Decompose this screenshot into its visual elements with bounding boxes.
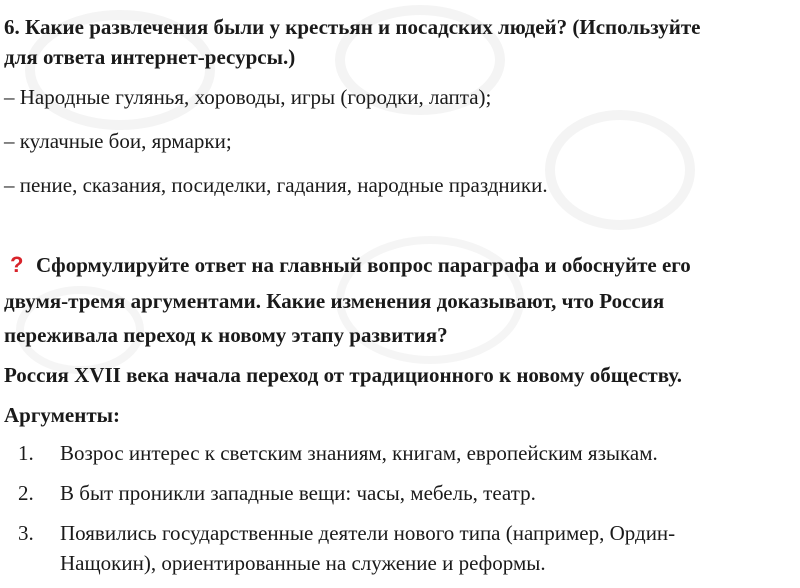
list-item-text: В быт проникли западные вещи: часы, мебель, театр. xyxy=(60,481,536,505)
list-item-text: Возрос интерес к светским знаниям, книгам, европейским языкам. xyxy=(60,441,658,465)
question-mark-icon: ? xyxy=(10,252,24,277)
main-answer: Россия XVII века начала переход от традиционного к новому обществу. xyxy=(4,363,682,387)
question-6-title-line-2: для ответа интернет-ресурсы.) xyxy=(4,45,296,69)
list-item xyxy=(4,518,796,578)
list-item-number: 2. xyxy=(18,481,34,505)
list-item-number: 1. xyxy=(18,441,34,465)
answer-line-2: – кулачные бои, ярмарки; xyxy=(4,129,232,153)
arguments-heading: Аргументы: xyxy=(4,403,121,427)
content xyxy=(4,12,796,588)
main-question-text-1: Сформулируйте ответ на главный вопрос параграфа и обоснуйте его xyxy=(36,253,691,277)
list-item xyxy=(4,478,796,508)
list-item-text: Появились государственные деятели нового типа (например, Ордин- xyxy=(60,521,676,545)
main-question-line-3: переживала переход к новому этапу развития? xyxy=(4,323,448,347)
list-item xyxy=(4,438,796,468)
answer-line-1: – Народные гулянья, хороводы, игры (городки, лапта); xyxy=(4,85,492,109)
arguments-list xyxy=(4,438,796,578)
question-6-title-line-1: 6. Какие развлечения были у крестьян и посадских людей? (Используйте xyxy=(4,15,701,39)
list-item-number: 3. xyxy=(18,521,34,545)
list-item-text-continued: Нащокин), ориентированные на служение и реформы. xyxy=(60,551,546,575)
main-question-line-1 xyxy=(4,250,796,280)
main-question-line-2: двумя-тремя аргументами. Какие изменения доказывают, что Россия xyxy=(4,289,665,313)
answer-line-3: – пение, сказания, посиделки, гадания, народные праздники. xyxy=(4,173,548,197)
